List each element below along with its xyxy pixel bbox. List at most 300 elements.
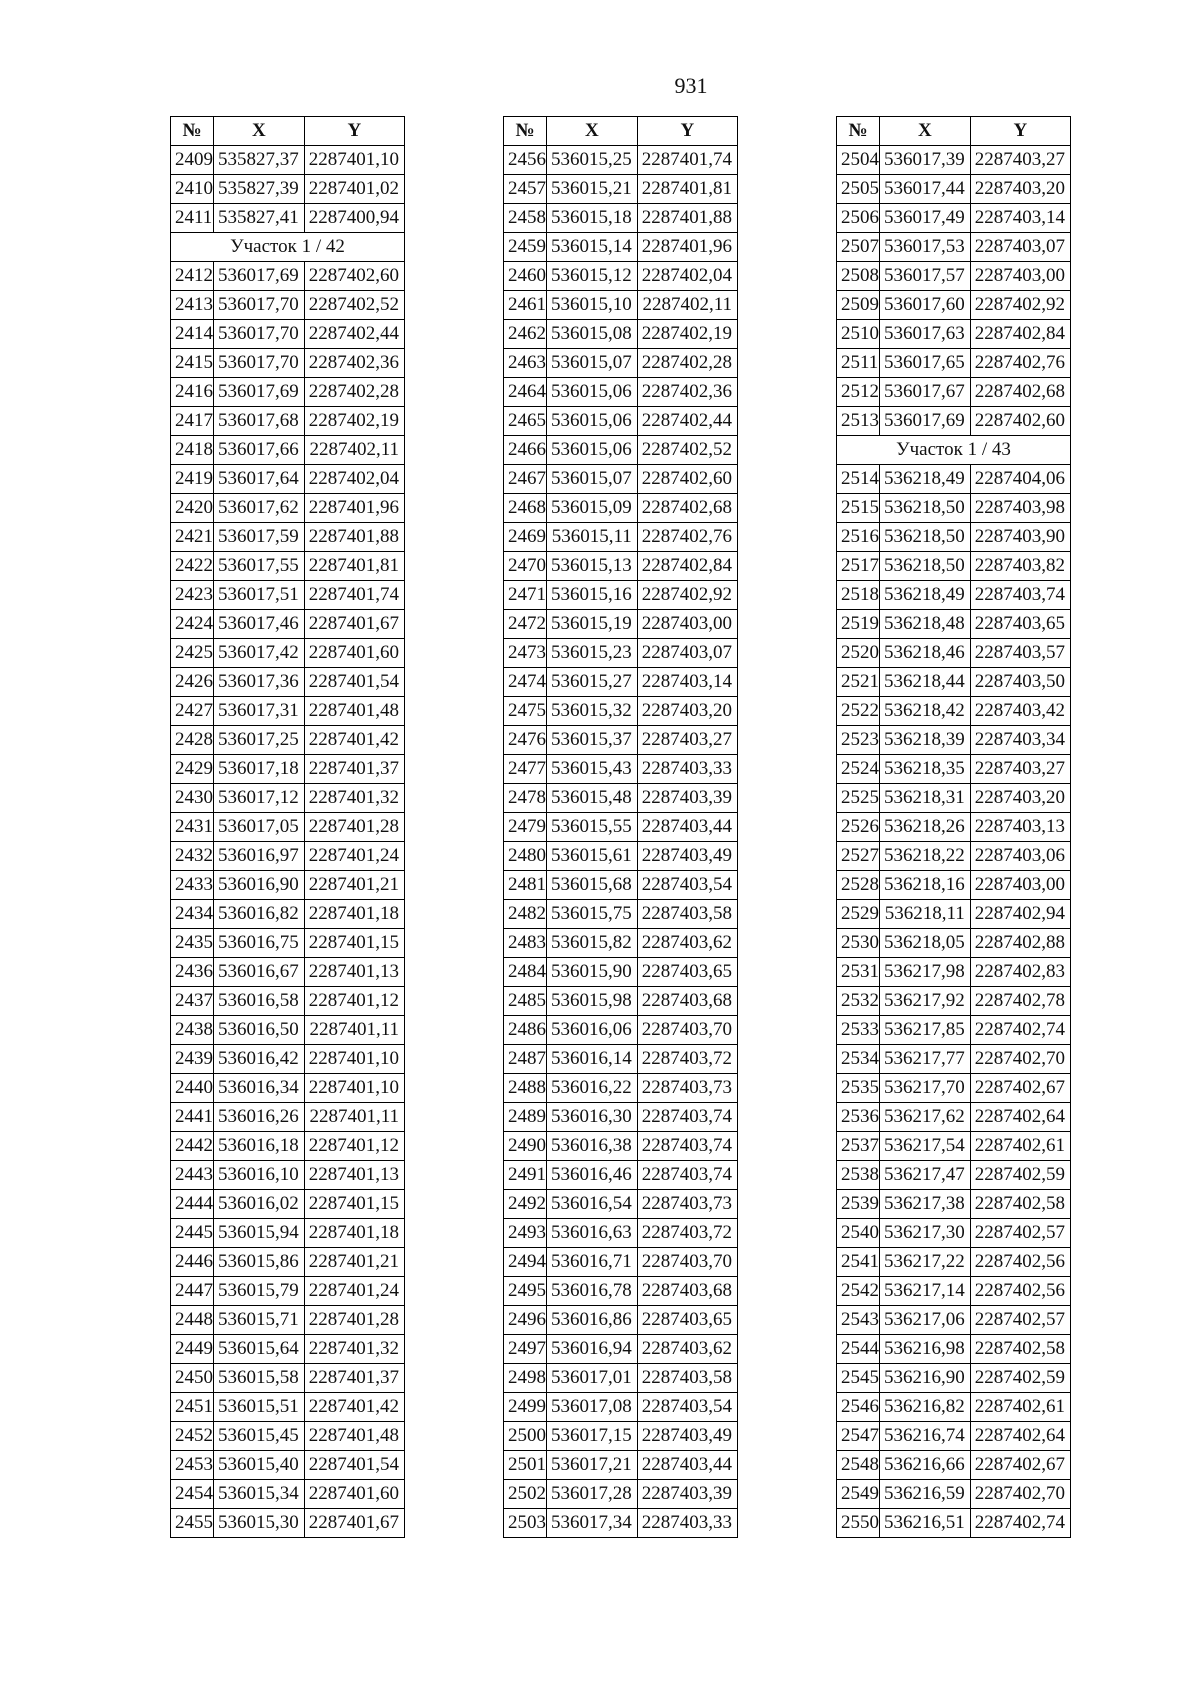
y-coordinate: 2287402,58 (970, 1190, 1070, 1219)
x-coordinate: 536015,37 (547, 726, 638, 755)
point-number: 2441 (171, 1103, 214, 1132)
x-coordinate: 536016,63 (547, 1219, 638, 1248)
x-coordinate: 536015,06 (547, 407, 638, 436)
point-number: 2517 (837, 552, 880, 581)
y-coordinate: 2287403,62 (637, 1335, 737, 1364)
table-row (171, 1422, 405, 1451)
x-coordinate: 536015,43 (547, 755, 638, 784)
x-coordinate: 536017,67 (880, 378, 971, 407)
table-row (171, 523, 405, 552)
point-number: 2484 (504, 958, 547, 987)
coordinate-table-2 (503, 116, 738, 1538)
table-row (171, 1393, 405, 1422)
y-coordinate: 2287403,65 (970, 610, 1070, 639)
point-number: 2473 (504, 639, 547, 668)
y-coordinate: 2287402,78 (970, 987, 1070, 1016)
point-number: 2463 (504, 349, 547, 378)
point-number: 2520 (837, 639, 880, 668)
y-coordinate: 2287403,82 (970, 552, 1070, 581)
x-coordinate: 536016,94 (547, 1335, 638, 1364)
table-row (504, 175, 738, 204)
x-coordinate: 536217,54 (880, 1132, 971, 1161)
y-coordinate: 2287403,20 (970, 175, 1070, 204)
y-coordinate: 2287402,74 (970, 1016, 1070, 1045)
point-number: 2546 (837, 1393, 880, 1422)
x-coordinate: 536217,22 (880, 1248, 971, 1277)
x-coordinate: 536017,28 (547, 1480, 638, 1509)
point-number: 2410 (171, 175, 214, 204)
point-number: 2429 (171, 755, 214, 784)
x-coordinate: 536217,30 (880, 1219, 971, 1248)
y-coordinate: 2287402,57 (970, 1306, 1070, 1335)
x-coordinate: 536015,09 (547, 494, 638, 523)
x-coordinate: 536017,39 (880, 146, 971, 175)
x-coordinate: 536218,46 (880, 639, 971, 668)
y-coordinate: 2287403,44 (637, 1451, 737, 1480)
point-number: 2509 (837, 291, 880, 320)
table-row (504, 523, 738, 552)
point-number: 2522 (837, 697, 880, 726)
point-number: 2476 (504, 726, 547, 755)
y-coordinate: 2287401,67 (304, 1509, 404, 1538)
x-coordinate: 536015,71 (214, 1306, 305, 1335)
table-row (837, 784, 1071, 813)
x-coordinate: 536016,75 (214, 929, 305, 958)
x-coordinate: 536016,22 (547, 1074, 638, 1103)
point-number: 2419 (171, 465, 214, 494)
point-number: 2542 (837, 1277, 880, 1306)
y-coordinate: 2287402,92 (637, 581, 737, 610)
y-coordinate: 2287401,21 (304, 871, 404, 900)
point-number: 2512 (837, 378, 880, 407)
y-coordinate: 2287401,24 (304, 1277, 404, 1306)
table-row (837, 1161, 1071, 1190)
x-coordinate: 536218,49 (880, 465, 971, 494)
y-coordinate: 2287403,27 (970, 146, 1070, 175)
x-coordinate: 536017,12 (214, 784, 305, 813)
x-coordinate: 536015,23 (547, 639, 638, 668)
table-row (171, 1190, 405, 1219)
table-row (504, 1306, 738, 1335)
table-row (504, 726, 738, 755)
x-coordinate: 536015,30 (214, 1509, 305, 1538)
table-row (837, 465, 1071, 494)
point-number: 2504 (837, 146, 880, 175)
table-row (171, 1364, 405, 1393)
y-coordinate: 2287402,70 (970, 1045, 1070, 1074)
point-number: 2445 (171, 1219, 214, 1248)
y-coordinate: 2287401,21 (304, 1248, 404, 1277)
table-row (837, 349, 1071, 378)
y-coordinate: 2287402,04 (304, 465, 404, 494)
table-row (504, 1451, 738, 1480)
x-coordinate: 536016,86 (547, 1306, 638, 1335)
point-number: 2496 (504, 1306, 547, 1335)
y-coordinate: 2287401,02 (304, 175, 404, 204)
x-coordinate: 536017,70 (214, 291, 305, 320)
x-coordinate: 536015,19 (547, 610, 638, 639)
point-number: 2549 (837, 1480, 880, 1509)
table-row (171, 465, 405, 494)
table-row (504, 1509, 738, 1538)
x-coordinate: 536016,14 (547, 1045, 638, 1074)
table-row (171, 755, 405, 784)
y-coordinate: 2287402,11 (637, 291, 737, 320)
y-coordinate: 2287403,49 (637, 1422, 737, 1451)
y-coordinate: 2287403,07 (970, 233, 1070, 262)
x-coordinate: 536017,18 (214, 755, 305, 784)
point-number: 2544 (837, 1335, 880, 1364)
x-coordinate: 536216,82 (880, 1393, 971, 1422)
y-coordinate: 2287402,58 (970, 1335, 1070, 1364)
table-row (504, 233, 738, 262)
y-coordinate: 2287402,76 (970, 349, 1070, 378)
table-row (837, 1103, 1071, 1132)
point-number: 2475 (504, 697, 547, 726)
table-row (504, 1045, 738, 1074)
y-coordinate: 2287403,34 (970, 726, 1070, 755)
x-coordinate: 536218,42 (880, 697, 971, 726)
y-coordinate: 2287403,65 (637, 958, 737, 987)
x-coordinate: 536016,42 (214, 1045, 305, 1074)
y-coordinate: 2287401,12 (304, 987, 404, 1016)
point-number: 2418 (171, 436, 214, 465)
point-number: 2465 (504, 407, 547, 436)
table-row (837, 755, 1071, 784)
table-row (171, 1132, 405, 1161)
x-coordinate: 536015,98 (547, 987, 638, 1016)
y-coordinate: 2287403,20 (970, 784, 1070, 813)
x-coordinate: 536015,68 (547, 871, 638, 900)
y-coordinate: 2287402,70 (970, 1480, 1070, 1509)
point-number: 2524 (837, 755, 880, 784)
point-number: 2416 (171, 378, 214, 407)
point-number: 2453 (171, 1451, 214, 1480)
x-coordinate: 536016,34 (214, 1074, 305, 1103)
x-coordinate: 536017,05 (214, 813, 305, 842)
x-coordinate: 536015,13 (547, 552, 638, 581)
x-coordinate: 536016,50 (214, 1016, 305, 1045)
y-coordinate: 2287403,74 (637, 1132, 737, 1161)
table-row (504, 1161, 738, 1190)
x-coordinate: 536017,70 (214, 320, 305, 349)
section-label: Участок 1 / 42 (171, 233, 405, 262)
point-number: 2507 (837, 233, 880, 262)
x-coordinate: 535827,39 (214, 175, 305, 204)
table-row (171, 1161, 405, 1190)
table-row (171, 494, 405, 523)
point-number: 2497 (504, 1335, 547, 1364)
y-coordinate: 2287402,68 (637, 494, 737, 523)
point-number: 2478 (504, 784, 547, 813)
page-number: 931 (674, 73, 708, 98)
y-coordinate: 2287401,13 (304, 958, 404, 987)
table-row (504, 784, 738, 813)
x-coordinate: 536017,34 (547, 1509, 638, 1538)
table-row (171, 929, 405, 958)
x-coordinate: 536015,06 (547, 436, 638, 465)
y-coordinate: 2287402,11 (304, 436, 404, 465)
table-row (837, 146, 1071, 175)
table-row (504, 639, 738, 668)
table-row (837, 523, 1071, 552)
point-number: 2411 (171, 204, 214, 233)
y-coordinate: 2287403,54 (637, 1393, 737, 1422)
x-coordinate: 536218,35 (880, 755, 971, 784)
x-coordinate: 536216,98 (880, 1335, 971, 1364)
x-coordinate: 536017,31 (214, 697, 305, 726)
table-row (504, 987, 738, 1016)
y-coordinate: 2287403,72 (637, 1219, 737, 1248)
header-x: X (880, 117, 971, 146)
point-number: 2458 (504, 204, 547, 233)
y-coordinate: 2287402,94 (970, 900, 1070, 929)
point-number: 2508 (837, 262, 880, 291)
table-row (504, 842, 738, 871)
table-row (171, 552, 405, 581)
point-number: 2431 (171, 813, 214, 842)
y-coordinate: 2287403,44 (637, 813, 737, 842)
y-coordinate: 2287403,62 (637, 929, 737, 958)
x-coordinate: 536015,48 (547, 784, 638, 813)
table-row (837, 929, 1071, 958)
table-row (837, 1480, 1071, 1509)
table-row (504, 320, 738, 349)
x-coordinate: 536217,38 (880, 1190, 971, 1219)
table-row (837, 871, 1071, 900)
y-coordinate: 2287403,00 (637, 610, 737, 639)
point-number: 2502 (504, 1480, 547, 1509)
table-row (837, 1306, 1071, 1335)
x-coordinate: 536218,31 (880, 784, 971, 813)
point-number: 2534 (837, 1045, 880, 1074)
y-coordinate: 2287402,74 (970, 1509, 1070, 1538)
point-number: 2513 (837, 407, 880, 436)
point-number: 2482 (504, 900, 547, 929)
y-coordinate: 2287403,14 (970, 204, 1070, 233)
table-row (504, 958, 738, 987)
x-coordinate: 536017,53 (880, 233, 971, 262)
table-row (837, 1074, 1071, 1103)
point-number: 2532 (837, 987, 880, 1016)
point-number: 2527 (837, 842, 880, 871)
table-row (837, 233, 1071, 262)
x-coordinate: 536218,05 (880, 929, 971, 958)
table-row (171, 697, 405, 726)
y-coordinate: 2287402,60 (637, 465, 737, 494)
table-row (504, 146, 738, 175)
y-coordinate: 2287402,44 (304, 320, 404, 349)
x-coordinate: 536217,06 (880, 1306, 971, 1335)
point-number: 2515 (837, 494, 880, 523)
point-number: 2519 (837, 610, 880, 639)
y-coordinate: 2287401,11 (304, 1016, 404, 1045)
y-coordinate: 2287402,64 (970, 1422, 1070, 1451)
table-row (837, 1451, 1071, 1480)
x-coordinate: 536017,68 (214, 407, 305, 436)
x-coordinate: 536017,51 (214, 581, 305, 610)
x-coordinate: 536015,06 (547, 378, 638, 407)
point-number: 2432 (171, 842, 214, 871)
header-y: Y (304, 117, 404, 146)
y-coordinate: 2287401,32 (304, 784, 404, 813)
x-coordinate: 536017,66 (214, 436, 305, 465)
table-row (837, 262, 1071, 291)
point-number: 2521 (837, 668, 880, 697)
point-number: 2539 (837, 1190, 880, 1219)
point-number: 2490 (504, 1132, 547, 1161)
header-x: X (214, 117, 305, 146)
table-row (504, 581, 738, 610)
y-coordinate: 2287403,14 (637, 668, 737, 697)
y-coordinate: 2287402,19 (637, 320, 737, 349)
table-row (837, 581, 1071, 610)
table-row (171, 378, 405, 407)
y-coordinate: 2287403,42 (970, 697, 1070, 726)
point-number: 2424 (171, 610, 214, 639)
table-row (837, 1509, 1071, 1538)
y-coordinate: 2287401,81 (304, 552, 404, 581)
point-number: 2487 (504, 1045, 547, 1074)
point-number: 2440 (171, 1074, 214, 1103)
point-number: 2469 (504, 523, 547, 552)
y-coordinate: 2287401,60 (304, 639, 404, 668)
x-coordinate: 536016,82 (214, 900, 305, 929)
table-row (504, 262, 738, 291)
y-coordinate: 2287403,20 (637, 697, 737, 726)
point-number: 2412 (171, 262, 214, 291)
point-number: 2511 (837, 349, 880, 378)
section-row (837, 436, 1071, 465)
point-number: 2541 (837, 1248, 880, 1277)
header-number: № (171, 117, 214, 146)
header-number: № (837, 117, 880, 146)
section-row (171, 233, 405, 262)
y-coordinate: 2287401,48 (304, 1422, 404, 1451)
point-number: 2462 (504, 320, 547, 349)
x-coordinate: 536218,50 (880, 494, 971, 523)
y-coordinate: 2287403,74 (637, 1161, 737, 1190)
table-row (171, 1335, 405, 1364)
table-row (504, 755, 738, 784)
x-coordinate: 536015,27 (547, 668, 638, 697)
x-coordinate: 536017,70 (214, 349, 305, 378)
table-row (837, 697, 1071, 726)
y-coordinate: 2287402,88 (970, 929, 1070, 958)
y-coordinate: 2287401,37 (304, 1364, 404, 1393)
y-coordinate: 2287402,04 (637, 262, 737, 291)
point-number: 2443 (171, 1161, 214, 1190)
x-coordinate: 536218,11 (880, 900, 971, 929)
table-row (837, 987, 1071, 1016)
header-number: № (504, 117, 547, 146)
y-coordinate: 2287401,28 (304, 1306, 404, 1335)
x-coordinate: 536217,62 (880, 1103, 971, 1132)
x-coordinate: 536015,18 (547, 204, 638, 233)
x-coordinate: 536015,82 (547, 929, 638, 958)
point-number: 2413 (171, 291, 214, 320)
y-coordinate: 2287403,06 (970, 842, 1070, 871)
y-coordinate: 2287402,57 (970, 1219, 1070, 1248)
point-number: 2430 (171, 784, 214, 813)
x-coordinate: 536218,39 (880, 726, 971, 755)
table-row (171, 639, 405, 668)
x-coordinate: 536217,47 (880, 1161, 971, 1190)
table-row (171, 320, 405, 349)
y-coordinate: 2287403,39 (637, 784, 737, 813)
table-row (504, 929, 738, 958)
x-coordinate: 536217,14 (880, 1277, 971, 1306)
table-row (504, 465, 738, 494)
point-number: 2545 (837, 1364, 880, 1393)
point-number: 2437 (171, 987, 214, 1016)
point-number: 2533 (837, 1016, 880, 1045)
table-row (837, 1364, 1071, 1393)
table-row (837, 726, 1071, 755)
x-coordinate: 536016,71 (547, 1248, 638, 1277)
y-coordinate: 2287403,90 (970, 523, 1070, 552)
point-number: 2447 (171, 1277, 214, 1306)
x-coordinate: 536218,49 (880, 581, 971, 610)
point-number: 2547 (837, 1422, 880, 1451)
table-row (504, 1277, 738, 1306)
y-coordinate: 2287401,67 (304, 610, 404, 639)
x-coordinate: 536218,50 (880, 552, 971, 581)
table-row (171, 175, 405, 204)
table-row (171, 1306, 405, 1335)
point-number: 2494 (504, 1248, 547, 1277)
x-coordinate: 536017,25 (214, 726, 305, 755)
y-coordinate: 2287403,98 (970, 494, 1070, 523)
x-coordinate: 536016,38 (547, 1132, 638, 1161)
x-coordinate: 536015,75 (547, 900, 638, 929)
x-coordinate: 536016,97 (214, 842, 305, 871)
y-coordinate: 2287401,74 (637, 146, 737, 175)
point-number: 2492 (504, 1190, 547, 1219)
point-number: 2470 (504, 552, 547, 581)
table-row (171, 958, 405, 987)
point-number: 2426 (171, 668, 214, 697)
table-row (171, 726, 405, 755)
y-coordinate: 2287401,18 (304, 900, 404, 929)
point-number: 2537 (837, 1132, 880, 1161)
y-coordinate: 2287401,74 (304, 581, 404, 610)
table-row (837, 1132, 1071, 1161)
point-number: 2510 (837, 320, 880, 349)
table-row (504, 1248, 738, 1277)
y-coordinate: 2287401,48 (304, 697, 404, 726)
x-coordinate: 536015,32 (547, 697, 638, 726)
point-number: 2435 (171, 929, 214, 958)
y-coordinate: 2287402,28 (304, 378, 404, 407)
point-number: 2501 (504, 1451, 547, 1480)
y-coordinate: 2287403,72 (637, 1045, 737, 1074)
x-coordinate: 536015,10 (547, 291, 638, 320)
x-coordinate: 536016,18 (214, 1132, 305, 1161)
y-coordinate: 2287401,12 (304, 1132, 404, 1161)
table-row (504, 668, 738, 697)
x-coordinate: 536015,64 (214, 1335, 305, 1364)
y-coordinate: 2287403,73 (637, 1074, 737, 1103)
y-coordinate: 2287402,60 (970, 407, 1070, 436)
x-coordinate: 536017,01 (547, 1364, 638, 1393)
x-coordinate: 536015,34 (214, 1480, 305, 1509)
table-row (504, 1016, 738, 1045)
x-coordinate: 536015,12 (547, 262, 638, 291)
y-coordinate: 2287401,32 (304, 1335, 404, 1364)
section-label: Участок 1 / 43 (837, 436, 1071, 465)
x-coordinate: 536016,30 (547, 1103, 638, 1132)
